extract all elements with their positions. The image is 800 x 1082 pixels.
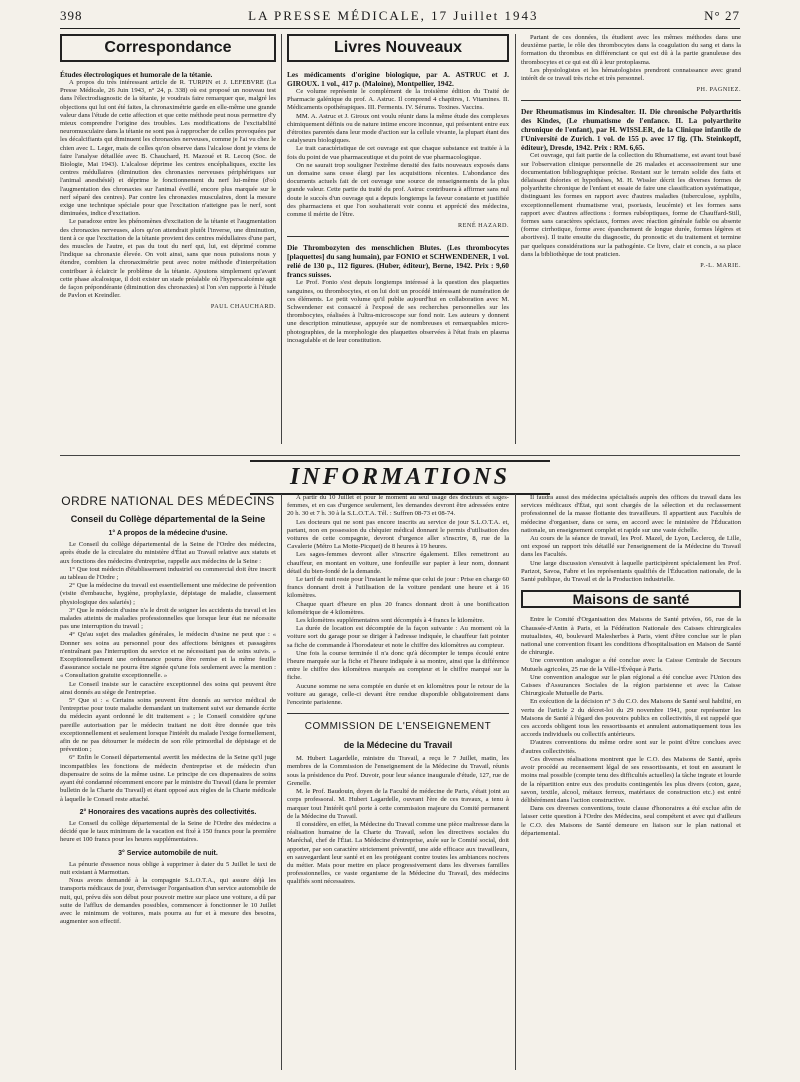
ordre-paragraph: Les sages-femmes devront aller s'inscrire également. Elles remettront au chauffeur, en montant en voiture, une fonfeuille sur papier à leur nom, donnant détail du bien-fondé de la demande. — [287, 551, 509, 575]
book-title: Der Rheumatismus im Kindesalter. II. Die chronische Polyarthritis des Kindes, (Le rhumatisme de l'enfance. II. La polyarthrite chronique de l'enfant), par H. WISSLER, de la Clinique infantile de l'Université de Zurich. 1 vol. de 155 p. avec 17 fig. (Th. Steinkopff, éditeur), Dresde, 1942. Prix : RM. 6,65. — [521, 107, 741, 153]
ordre-paragraph: 6° Enfin le Conseil départemental avertit les médecins de la Seine qu'il juge incompatibles les fonctions de médecin d'entreprise et de médecin d'un dispensaire de soins de la même usine. Le principe de ces dispensaires de soins ayant été condamné récemment encore par le ministre du Travail (dans le premier bulletin de la Charte du Travail) et étant opposé aux règles de la Charte médicale à laquelle le Conseil reste attaché. — [60, 754, 276, 803]
section-rule — [60, 455, 740, 456]
commission-paragraph: Il considère, en effet, la Médecine du Travail comme une pièce maîtresse dans la réalisation humaine de la Charte du Travail, selon les directives sociales du Maréchal, chef de l'État. La Médecine d'entreprise, axée sur le Comité social, doit apporter, par son caractère strictement préventif, une aide efficace aux travailleurs, en sauvegardant leur santé et en les protégeant contre toutes les ambiances nocives du métier. Mais pour mettre en place progressivement dans les diverses familles professionnelles, ce vaste organisme de la Médecine du Travail, des médecins qualifiés sont nécessaires. — [287, 820, 509, 886]
ordre-paragraph: Les docteurs qui ne sont pas encore inscrits au service de jour S.L.O.T.A. et, partant, non en possession du chèquier médical donnant le permis d'utilisation des voitures de cette compagnie, devront d'urgence aller s'inscrire, 8, rue de la Cavalerie (Métro La Motte-Picquet) de 8 heures à 19 heures. — [287, 518, 509, 551]
ordre-paragraph: La durée de location est décomptée de la façon suivante : Au moment où la voiture sort du garage pour se diriger à l'adresse indiquée, le chauffeur fait pointer sa fiche de commande à l'horodateur et note le chiffre des kilomètres au compteur. — [287, 625, 509, 649]
commission-heading: COMMISSION DE L'ENSEIGNEMENT — [304, 721, 492, 733]
livres-heading: Livres Nouveaux — [287, 34, 509, 62]
ordre-section-title: 3° Service automobile de nuit. — [118, 849, 218, 857]
book-review-paragraph: Ce volume représente le complément de la troisième édition du Traité de Pharmacie galénique du prof. A. Astruc. Il comprend 4 chapitres, I. Vitamines. II. Médicaments opothérapiques. III. Ferments. IV. Sérums. Toxines. Vaccins. — [287, 88, 509, 112]
commission-paragraph: Une large discussion s'ensuivit à laquelle participèrent spécialement les Prof. Parizot, Savoa, Fabre et les représentants qualifiés de l'Éducation nationale, de la Santé publique, du Travail et de la Production industrielle. — [521, 559, 741, 584]
sante-column — [521, 494, 741, 1074]
ordre-paragraph: Les kilomètres supplémentaires sont décomptés à 4 francs le kilomètre. — [296, 617, 485, 625]
book-review-paragraph: On ne saurait trop souligner l'extrême densité des faits nouveaux exposés dans un domaine sans cesse élargi par les acquisitions récentes. L'abondance des documents actuels fait de cet ouvrage une source de renseignements de la plus grande valeur. Cette partie du traité du prof. Astruc contribuera à affirmer sans nul doute le succès d'un ouvrage qui a depuis longtemps la faveur constante et justifiée des pharmaciens et que l'on souhaiterait voir connu et apprécié des médecins, comme il mérite de l'être. — [287, 161, 509, 219]
book-review-signature: P.-L. MARIE. — [700, 262, 741, 270]
running-header — [60, 8, 740, 24]
commission-paragraph: Au cours de la séance de travail, les Prof. Mazel, de Lyon, Leclercq, de Lille, ont exposé un rapport très détaillé sur l'enseignement de la Médecine du Travail dans les Facultés. — [521, 535, 741, 559]
sante-paragraph: Une convention analogue a été conclue avec la Caisse Centrale de Secours Mutuels agricoles, 25 rue de la Ville-l'Évêque à Paris. — [521, 657, 741, 673]
ordre-section-title: 2° Honoraires des vacations auprès des collectivités. — [79, 808, 257, 816]
column-divider — [281, 494, 282, 1070]
livres-column-1 — [287, 34, 509, 452]
correspondance-paragraph: A propos du très intéressant article de R. TURPIN et J. LEFEBVRE (La Presse Médicale, 26 Juin 1943, n° 24, p. 338) où est proposé un nouveau test dans l'électrodiagnostic de la tétanie, je voudrais faire remarquer que, malgré les objections qui lui ont été faites, la chronaximétrie garde en elle-même une grande valeur dans l'étude de cette affection et que cette méthode peut nous permettre d'y mieux comprendre l'origine des troubles. Les modifications de l'excitabilité neuromusculaire dans la tétanie ne sont pas à rapprocher de celles provoquées par les décalcifiants qui diminuent les chronaxies nerveuses, comme je l'ai vu chez le chien avec L. Leger, mais de celles qu'on observe dans l'alcalose dont je viens de faire l'analyse détaillée avec B. Chauchard, H. Mazoué et R. Lecoq (Soc. de Biologie, Mai 1943). L'alcalose déprime les centres encéphaliques, excite les centres médullaires (diminution des chronaxies nerveuses périphériques sur l'animal anesthésié) et déprime le fonctionnement du nerf lui-même (d'où l'augmentation des chronaxies sur l'animal éveillé, encore plus marquée sur le nerf séparé des centres). Par contre les chronaxies musculaires, dont la mesure exige une technique spéciale pour que l'excitation n'atteigne pas le nerf, sont diminuées, indice d'excitation. — [60, 79, 276, 218]
ordre-paragraph: Une fois la course terminée il n'a donc qu'à décompter le temps écoulé entre l'heure marquée sur la fiche et l'heure indiquée à sa montre, ainsi que la différence entre le chiffre des kilomètres marqués au compteur et le chiffre marqué sur la fiche. — [287, 649, 509, 682]
ordre-paragraph: Chaque quart d'heure en plus 20 francs donnant droit à une bonification kilométrique de 4 kilomètres. — [287, 600, 509, 616]
book-review-paragraph: Cet ouvrage, qui fait partie de la collection du Rhumatisme, est avant tout basé sur l'observation clinique personnelle de 26 malades et accessoirement sur une documentation bibliographique précise. Restant sur le terrain solide des faits et délaissant théories et hypothèses, M. H. Wissler décrit les diverses formes de polyarthrite chronique de l'enfant et essaie de faire une classification systématique, distinguant les formes en rapport avec d'autres maladies (tuberculose, syphilis, exceptionnellement rhumatisme vrai, psoriasis, leucémie) et les formes sans rapport avec d'autres affections : formes rubéoptiques, forme de Chauffard-Still, formes sans caractères spéciaux, formes avec réaction générale faible ou absente (forme cirrhotique, forme avec épanchement de longue durée, formes légères et abortives). Il traite ensuite du diagnostic, du pronostic et du traitement et termine par quelques considérations sur la pathogénie. Ce livre, clair et concis, a sa place dans la bibliothèque de tout praticien. — [521, 152, 741, 258]
item-divider — [521, 100, 741, 101]
ordre-paragraph: 4° Qu'au sujet des maladies générales, le médecin d'usine ne peut que : « Donner ses soins au personnel pour des affections bénignes et passagères n'entraînant pas l'interruption du service et ne nécessitant pas de soins suivis. » Exceptionnellement une ordonnance pourra être remise et la même feuille d'assurance sociale ne pourra être signée qu'une fois seulement avec la mention : « Consultation gratuite exceptionnelle. » — [60, 631, 276, 680]
book-review-paragraph: MM. A. Astruc et J. Giroux ont voulu réunir dans la même étude des complexes chimiquement définis ou de nature intime encore inconnue, qui présentent entre eux d'étroites parentés dans leur mode d'action sur la cellule vivante, la plupart étant des catalyseurs biologiques. — [287, 112, 509, 145]
commission-subheading: de la Médecine du Travail — [343, 740, 453, 751]
commission-paragraph: Il faudra aussi des médecins spécialisés auprès des offices du travail dans les services médicaux d'État, qui sont chargés de la sélection et du reclassement professionnel de la masse flottante des travailleurs. Il appartient aux Facultés de médecine d'organiser, dans ce sens, en accord avec le ministère de l'Éducation nationale, un enseignement complet et rapide sur une vaste échelle. — [521, 494, 741, 534]
item-divider — [287, 236, 509, 237]
ordre-paragraph: Nous avons demandé à la compagnie S.L.O.T.A., qui assure déjà les transports médicaux de jour, d'envisager l'organisation d'un service automobile de nuit, qui, prévu dès son début pour pouvoir mettre sur place une voiture, a dû par suite de l'afflux de demandes possibles, commencer à fonctionner le 10 Juillet avec le minimum de voitures, mais pourra au fur et à mesure des besoins, augmenter son effectif. — [60, 877, 276, 926]
ordre-paragraph: 2° Que la médecine du travail est essentiellement une médecine de prévention (visite d'embauche, hygiène, prophylaxie, dépistage de maladie, classement physiologique des salariés) ; — [60, 582, 276, 606]
column-divider — [515, 34, 516, 444]
ordre-column — [60, 494, 276, 1074]
ordre-paragraph: La pénurie d'essence nous oblige à supprimer à dater du 5 Juillet le taxi de nuit existant à Marmottan. — [60, 860, 276, 876]
ordre-heading: ORDRE NATIONAL DES MÉDECINS — [61, 494, 275, 508]
ordre-paragraph: A partir du 10 Juillet et pour le moment au seul usage des docteurs et sages-femmes, et en cas d'urgence seulement, les demandes devront être adressées entre 20 h. 30 et 7 h. 30 à la S.L.O.T.A. Tél. : Suffren 08-73 et 08-74. — [287, 494, 509, 518]
commission-paragraph: M. le Prof. Baudouin, doyen de la Faculté de médecine de Paris, s'était joint au corps professoral. M. Hubert Lagardelle, ouvrant l'ère de ces travaux, a tenu à marquer tout l'intérêt qu'il porte à cette commission majeure du Comité permanent de la Médecine du Travail. — [287, 788, 509, 820]
book-review-signature: PH. PAGNIEZ. — [696, 86, 741, 94]
ordre-paragraph: 1° Que tout médecin d'établissement industriel ou commercial doit être inscrit au tableau de l'Ordre ; — [60, 565, 276, 582]
livres-column-2 — [521, 34, 741, 452]
correspondance-paragraph: Le paradoxe entre les phénomènes d'excitation de la tétanie et l'augmentation des chronaxies nerveuses, alors qu'on attendrait plutôt l'inverse, une diminution, tient à ce que l'excitation de la tétanie provient des centres médullaires d'une part, des muscles de l'autre, et pas du tout du nerf qui, lui, est déprimé comme l'indique sa chronaxie élevée. On voit ainsi, sans que nous puissions nous y étendre, combien la chronaximétrie peut avec notre méthode d'interprétation contribuer à éclaircir le problème de la tétanie. Ajoutons simplement qu'avant cette phase alcalosique, il doit exister un stade préalable où l'hyperscalcémie agit de façon prépondérante (diminution des chronaxies) si l'on s'en rapporte à l'étude de Pavlon et Kreindler. — [60, 218, 276, 300]
page-number: 398 — [60, 8, 83, 23]
sante-paragraph: D'autres conventions du même ordre sont sur le point d'être conclues avec d'autres collectivités. — [521, 739, 741, 755]
sante-paragraph: Ces diverses réalisations montrent que le C.O. des Maisons de Santé, après avoir procédé au recensement légal de ses ressortissants, et tout en assurant le moins mal possible (compte tenu des difficultés actuelles) la tâche ingrate et lourde de la répartition entre eux des produits contingentés les plus divers (coton, gaze, savon, textile, alcool, métaux ferreux, matériaux de construction etc.) est entré délibérément dans l'action constructive. — [521, 755, 741, 804]
ordre-section-title: 1° A propos de la médecine d'usine. — [108, 530, 228, 537]
book-review-paragraph: Le Prof. Fonio s'est depuis longtemps intéressé à la question des plaquettes sanguines, ou thrombocytes, et on lui doit un procédé intéressant de numération de ces éléments. Le petit volume qu'il publie aujourd'hui en collaboration avec M. Schwendener est consacré à l'exposé de ses recherches personnelles sur les thrombocytes, réalisées à l'ultra-microscope sur fond noir. Les auteurs y donnent une description minutieuse, appuyée sur de nombreuses et remarquables micro-photographies, de la morphologie des plaquettes observées à l'état frais en plasma incoagulable et de leur constitution. — [287, 279, 509, 344]
ordre-subheading: Conseil du Collège départemental de la Seine — [70, 514, 266, 524]
sante-paragraph: En exécution de la décision n° 3 du C.O. des Maisons de Santé seul habilité, en vertu de l'article 2 du décret-loi du 29 novembre 1941, pour représenter les Maisons de Santé à l'égard des pouvoirs publics en collectivités, il est rappelé que ces accords obligent tous les ressortissants et annulent automatiquement tous les accords individuels ou collectifs antérieurs. — [521, 698, 741, 739]
service-commission-column — [287, 494, 509, 1074]
sante-heading: Maisons de santé — [521, 590, 741, 608]
ordre-paragraph: Le Conseil du collège départemental de la Seine de l'Ordre des médecins, après étude de la circulaire du ministère d'État au Travail relative aux statuts et aux fonctions des médecins d'entreprise, rappelle aux médecins de la Seine : — [60, 541, 276, 565]
book-review-paragraph: Les physiologistes et les hématologistes prendront connaissance avec grand intérêt de ce travail très riche et très personnel. — [521, 66, 741, 83]
book-review-signature: RENÉ HAZARD. — [457, 222, 509, 230]
book-review-paragraph: Partant de ces données, ils étudient avec les mêmes méthodes dans une deuxième partie, le rôle des thrombocytes dans la coagulation du sang et dans la formation du thrombus en différenciant ce qui est dû à la partie granuleuse des thrombocytes et ce qui est dû à leur protoplasma. — [521, 34, 741, 66]
issue-number: N° 27 — [704, 8, 740, 23]
correspondance-signature: PAUL CHAUCHARD. — [210, 303, 276, 311]
ordre-paragraph: Le Conseil insiste sur le caractère exceptionnel des soins qui peuvent être ainsi donnés au siège de l'entreprise. — [60, 680, 276, 696]
header-rule — [60, 28, 740, 29]
ordre-paragraph: Le Conseil du collège départemental de la Seine de l'Ordre des médecins a décidé que le taux minimum de la vacation est fixé à 150 francs pour la première heure et 100 francs pour les heures supplémentaires. — [60, 819, 276, 844]
ordre-paragraph: 3° Que le médecin d'usine n'a le droit de soigner les accidents du travail et les malades atteints de maladies professionnelles que lorsque leur état ne nécessite pas une interruption du travail ; — [60, 606, 276, 631]
commission-paragraph: M. Hubert Lagardelle, ministre du Travail, a reçu le 7 Juillet, matin, les membres de la Commission de l'enseignement de la Médecine du Travail, réunis sous la présidence du Prof. Duvoir, pour leur séance inaugurale d'étude, 127, rue de Grenelle. — [287, 755, 509, 787]
book-title: Die Thrombozyten des menschlichen Blutes. (Les thrombocytes [plaquettes] du sang humain), par FONIO et SCHWENDENER, 1 vol. relié de 130 p., 112 figures. (Huber, éditeur), Berne, 1942. Prix : 9,60 francs suisses. — [287, 243, 509, 280]
column-divider — [281, 34, 282, 444]
ordre-paragraph: 5° Que si : « Certains soins peuvent être donnés au service médical de l'entreprise pour toute maladie demandant un traitement suivi sur demande écrite du médecin ayant ordonné le dit traitement » ; le Conseil considère qu'une pareille autorisation par le médecin traitant ne doit être donnée que très exceptionnellement et seulement lorsque l'intérêt du malade l'exige formellement, afin de ne pas détourner le médecin de son rôle primordial de dépistage et de prévention ; — [60, 697, 276, 754]
ordre-paragraph: Aucune somme ne sera comptée en durée et en kilomètres pour le retour de la voiture au garage, celle-ci devant être rendue disponible obligatoirement dans l'enceinte parisienne. — [287, 682, 509, 707]
sante-paragraph: Dans ces diverses conventions, toute clause d'honoraires a été exclue afin de laisser cette question à l'Ordre des Médecins, seul compétent et avec qui d'ailleurs le C.O. des Maisons de Santé demeure en liaison sur le plan national et départemental. — [521, 805, 741, 837]
correspondance-column — [60, 34, 276, 450]
correspondance-subtitle: Études électrologiques et humorale de la tétanie. — [60, 70, 213, 79]
book-title: Les médicaments d'origine biologique, par A. ASTRUC et J. GIROUX. 1 vol., 417 p. (Maloine), Montpellier, 1942. — [287, 70, 509, 88]
sante-paragraph: Une convention analogue sur le plan régional a été conclue avec l'Union des Caisses d'Assurances Sociales de la région parisienne et avec la Caisse Chirurgicale Mutuelle de Paris. — [521, 673, 741, 698]
book-review-paragraph: Le trait caractéristique de cet ouvrage est que chaque substance est traitée à la fois du point de vue pharmaceutique et du point de vue pharmacologique. — [287, 145, 509, 161]
informations-heading: INFORMATIONS — [250, 460, 550, 495]
ordre-paragraph: Le tarif de nuit reste pour l'instant le même que celui de jour : Prise en charge 60 francs donnant droit à l'utilisation de la voiture pendant une heure et à 16 kilomètres. — [287, 576, 509, 600]
item-divider — [287, 713, 509, 714]
correspondance-heading: Correspondance — [60, 34, 276, 62]
journal-title: LA PRESSE MÉDICALE, 17 Juillet 1943 — [248, 8, 539, 23]
sante-paragraph: Entre le Comité d'Organisation des Maisons de Santé privées, 66, rue de la Chaussée-d'Antin à Paris, et la Fédération Nationale des Caisses chirurgicales mutualistes, 40, boulevard Malesherbes à Paris, vient d'être conclue sur le plan national une convention fixant les conditions d'hospitalisation en Maison de Santé de chirurgie. — [521, 616, 741, 657]
column-divider — [515, 494, 516, 1070]
